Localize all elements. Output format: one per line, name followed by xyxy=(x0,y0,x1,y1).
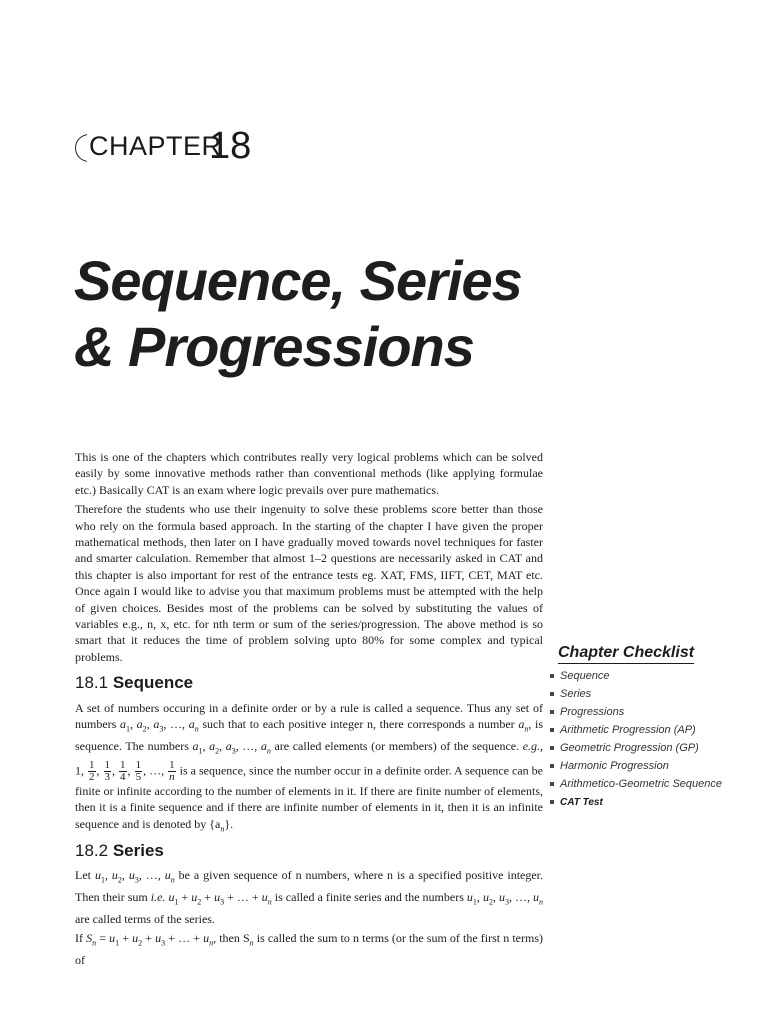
square-bullet-icon xyxy=(550,800,554,804)
intro-paragraph-1: This is one of the chapters which contributes really very logical problems which can be solved easily by some innovative methods rather than conventional methods (like applying formulae etc.) Basically CAT is an exam where logic prevails over pure mathematics. xyxy=(75,450,543,497)
chapter-badge xyxy=(75,125,275,172)
chapter-checklist xyxy=(550,670,750,814)
checklist-item: Arithmetic Progression (AP) xyxy=(550,724,750,737)
chapter-title xyxy=(74,248,594,380)
square-bullet-icon xyxy=(550,764,554,768)
section-number: 18.2 xyxy=(75,841,109,860)
checklist-item: Progressions xyxy=(550,706,750,719)
section-number: 18.1 xyxy=(75,673,109,692)
series-definition: Let $u_1$, $u_2$, $u_3$, …, $u_n$ be a given sequence of n numbers, where n is a specified positive integer. Then their sum i.e. $u_1 + u_2 + u_3$ + … + $u_n$ is called a finite series and the numbers $u_1$, $u_2$, $u_3$, …, $u_n$ are called terms of the series. xyxy=(75,868,544,926)
square-bullet-icon xyxy=(550,692,554,696)
checklist-item: Geometric Progression (GP) xyxy=(550,742,750,755)
intro-paragraph-2: Therefore the students who use their ingenuity to solve these problems score better than those who rely on the formula based approach. In the starting of the chapter I have given the proper mathematical methods, then later on I have gradually moved towards novel techniques for faster and smarter calculation. Remember that almost 1–2 questions are necessarily asked in CAT and this chapter is also important for rest of the entrance tests eg. XAT, FMS, IIFT, CET, MAT etc. Once again I would like to advise you that maximum problems must be attempted with the help of given choices. Besides most of the problems can be solved by substituting the values of variables e.g., n, x, etc. for nth term or sum of the series/progression. The above method is so smart that it reduces the time of problem solving upto 80% for some complex and typical problems. xyxy=(75,502,543,664)
checklist-item: Sequence xyxy=(550,670,750,683)
sequence-definition: A set of numbers occuring in a definite order or by a rule is called a sequence. Thus any set of numbers $a_1$, $a_2$, $a_3$, …, $a_n$ such that to each positive integer n, there corresponds a number $a_n$, is sequence. The numbers $a_1$, $a_2$, $a_3$, …, $a_n$ are called elements (or members) of the sequence. e.g., 1, $\frac{1}{2}$ , $\frac{1}{3}$ , $\frac{1}{4}$ , $\frac{1}{5}$ , …, $\frac{1}{n}$ is a sequence, since the number occur in a definite order. A sequence can be finite or infinite according to the number of elements in it. If there are finite number of elements, then it is a finite sequence and if there are infinite number of elements in it, then it is an infinite sequence and is denoted by $\{a_n\}$. xyxy=(75,701,544,834)
chapter-number: 18 xyxy=(209,125,252,167)
section-name: Series xyxy=(112,841,164,860)
section-body-series xyxy=(75,867,543,971)
chapter-title-line-1: Sequence, Series xyxy=(74,249,522,312)
fraction: $\frac{1}{3}$ xyxy=(104,759,111,783)
fraction: $\frac{1}{5}$ xyxy=(135,759,142,783)
section-heading-series xyxy=(75,841,164,861)
checklist-item: Arithmetico-Geometric Sequence xyxy=(550,778,750,791)
square-bullet-icon xyxy=(550,710,554,714)
fraction: $\frac{1}{4}$ xyxy=(120,759,126,783)
section-body-sequence xyxy=(75,700,543,841)
checklist-item: Series xyxy=(550,688,750,701)
section-heading-sequence xyxy=(75,673,193,693)
chapter-title-line-2: & Progressions xyxy=(74,315,474,378)
checklist-title: Chapter Checklist xyxy=(558,644,694,664)
square-bullet-icon xyxy=(550,782,554,786)
chapter-label: CHAPTER xyxy=(89,131,222,161)
fraction: $\frac{1}{2}$ xyxy=(89,759,95,783)
intro-text xyxy=(75,449,543,668)
checklist-item: CAT Test xyxy=(550,796,750,809)
fraction: $\frac{1}{n}$ xyxy=(169,759,175,783)
checklist-item: Harmonic Progression xyxy=(550,760,750,773)
section-name: Sequence xyxy=(112,673,194,692)
series-sum-definition: If $S_n = u_1 + u_2 + u_3$ + … + $u_n$, then $S_n$ is called the sum to n terms (or the sum of the first n terms) of xyxy=(75,931,543,967)
square-bullet-icon xyxy=(550,674,554,678)
square-bullet-icon xyxy=(550,746,554,750)
square-bullet-icon xyxy=(550,728,554,732)
